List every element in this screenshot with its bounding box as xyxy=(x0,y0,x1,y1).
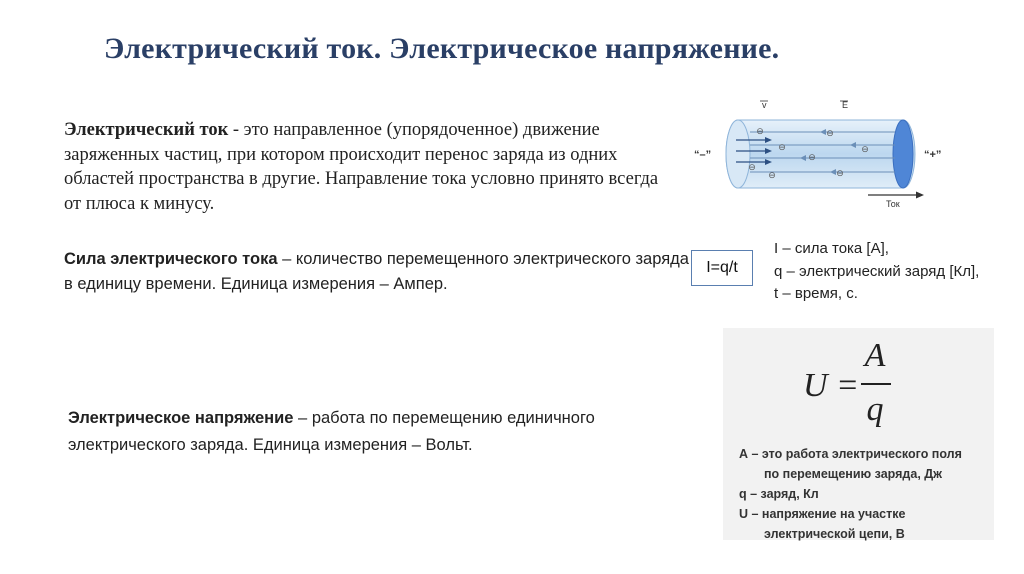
note-line: по перемещению заряда, Дж xyxy=(764,467,943,481)
legend-line: t – время, с. xyxy=(774,285,858,302)
electron: ⊖ xyxy=(778,142,786,152)
tube-right-end xyxy=(893,120,913,188)
voltage-notes xyxy=(739,444,962,544)
formula-numerator: A xyxy=(864,337,886,374)
current-term: Электрический ток xyxy=(64,120,229,140)
note-line: А – это работа электрического поля xyxy=(739,447,962,461)
tube-left-end xyxy=(726,120,750,188)
current-formula-legend xyxy=(774,238,979,306)
voltage-definition xyxy=(68,405,708,459)
note-line: U – напряжение на участке xyxy=(739,507,906,521)
current-arrowhead xyxy=(916,192,924,199)
voltage-text: – работа по перемещению единичного электрического заряда. Единица измерения – Вольт. xyxy=(68,409,595,454)
plus-label: “+” xyxy=(924,149,942,161)
electron: ⊖ xyxy=(808,152,816,162)
electron: ⊖ xyxy=(861,144,869,154)
electron: ⊖ xyxy=(756,126,764,136)
conductor-tube xyxy=(726,120,915,188)
page-title: Электрический ток. Электрическое напряжение. xyxy=(104,32,780,65)
electron: ⊖ xyxy=(836,168,844,178)
current-formula: I=q/t xyxy=(691,250,753,286)
current-definition xyxy=(64,118,664,216)
current-tube-diagram xyxy=(690,98,960,213)
electron: ⊖ xyxy=(768,170,776,180)
current-arrow-label: Ток xyxy=(886,199,900,209)
formula-denominator: q xyxy=(866,391,884,428)
note-line: q – заряд, Кл xyxy=(739,487,819,501)
field-label: E xyxy=(842,100,849,110)
current-text: - это направленное (упорядоченное) движение заряженных частиц, при котором происходит перенос заряда из одних областей пространства в другие. Направление тока условно принято всегда от плюса к минусу. xyxy=(64,120,659,214)
voltage-formula xyxy=(723,328,994,440)
voltage-term: Электрическое напряжение xyxy=(68,409,294,427)
minus-label: “–” xyxy=(694,149,712,161)
current-strength-term: Сила электрического тока xyxy=(64,250,278,268)
formula-lhs: U = xyxy=(803,367,859,404)
current-strength-definition xyxy=(64,247,694,297)
electron: ⊖ xyxy=(748,162,756,172)
current-strength-text: – количество перемещенного электрического заряда в единицу времени. Единица измерения – Ампер. xyxy=(64,250,689,293)
note-line: электрической цепи, В xyxy=(764,527,905,541)
electron: ⊖ xyxy=(826,128,834,138)
voltage-formula-panel xyxy=(723,328,994,540)
legend-line: q – электрический заряд [Кл], xyxy=(774,262,980,280)
velocity-label: v xyxy=(762,100,767,110)
legend-line: I – сила тока [А], xyxy=(774,240,889,257)
